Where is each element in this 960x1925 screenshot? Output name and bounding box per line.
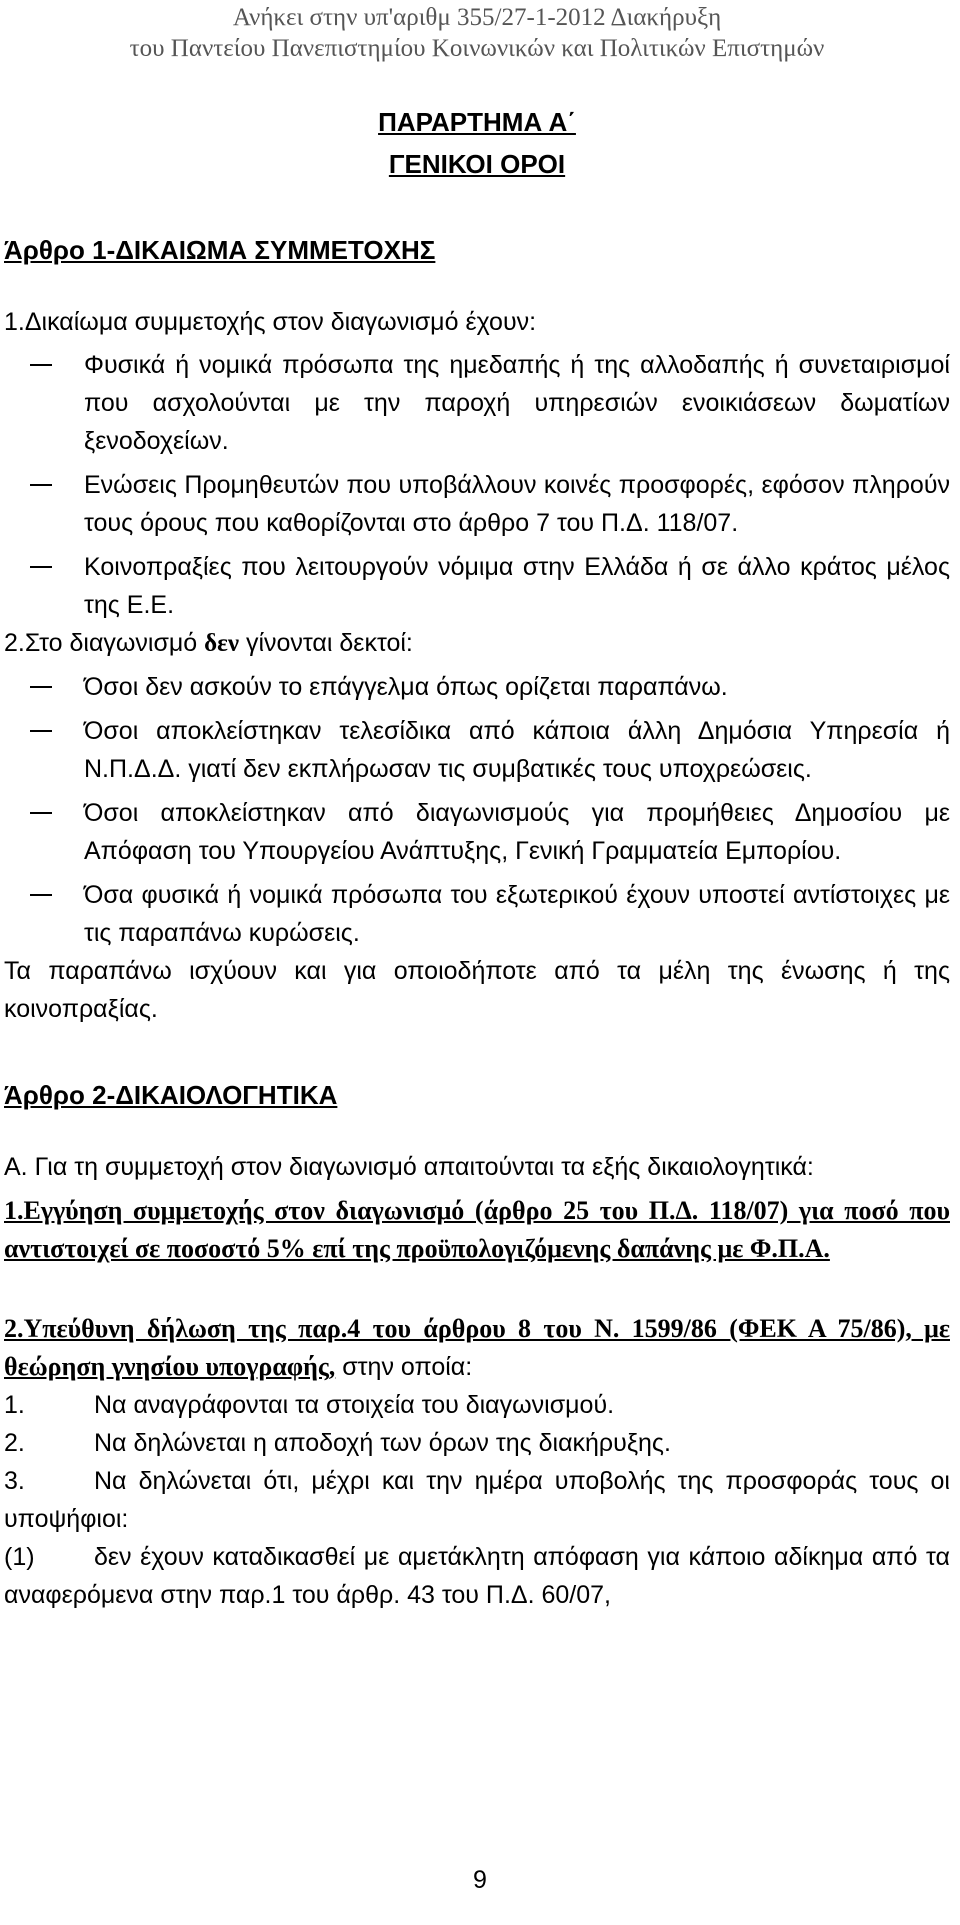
exclusion-list (4, 668, 950, 952)
dash-bullet-icon (30, 894, 52, 896)
list-item: Κοινοπραξίες που λειτουργούν νόμιμα στην Ελλάδα ή σε άλλο κράτος μέλος της Ε.Ε. (4, 548, 950, 624)
list-item: Όσα φυσικά ή νομικά πρόσωπα του εξωτερικού έχουν υποστεί αντίστοιχες με τις παραπάνω κυρώσεις. (4, 876, 950, 952)
dash-bullet-icon (30, 364, 52, 366)
declaration-list (4, 1386, 950, 1614)
list-item: 3. Να δηλώνεται ότι, μέχρι και την ημέρα υποβολής της προσφοράς τους οι υποψήφιοι: (4, 1467, 950, 1533)
article-2-item-2: 2.Υπεύθυνη δήλωση της παρ.4 του άρθρου 8 του Ν. 1599/86 (ΦΕΚ Α 75/86), με θεώρηση γνησίου υπογραφής, στην οποία: (4, 1314, 950, 1381)
appendix-subtitle: ΓΕΝΙΚΟΙ ΟΡΟΙ (388, 149, 566, 179)
list-item: 2. Να δηλώνεται η αποδοχή των όρων της διακήρυξης. (4, 1429, 671, 1457)
list-item: Όσοι αποκλείστηκαν τελεσίδικα από κάποια άλλη Δημόσια Υπηρεσία ή Ν.Π.Δ.Δ. γιατί δεν εκπλήρωσαν τις συμβατικές τους υποχρεώσεις. (4, 712, 950, 788)
list-item: (1) δεν έχουν καταδικασθεί με αμετάκλητη απόφαση για κάποιο αδίκημα από τα αναφερόμενα στην παρ.1 του άρθρ. 43 του Π.Δ. 60/07, (4, 1543, 950, 1609)
appendix-title: ΠΑΡΑΡΤΗΜΑ Α΄ (378, 107, 576, 137)
article-2-title: Άρθρο 2-ΔΙΚΑΙΟΛΟΓΗΤΙΚΑ (4, 1080, 338, 1110)
dash-bullet-icon (30, 686, 52, 688)
list-item: Ενώσεις Προμηθευτών που υποβάλλουν κοινές προσφορές, εφόσον πληρούν τους όρους που καθορίζονται στο άρθρο 7 του Π.Δ. 118/07. (4, 466, 950, 542)
list-item: Όσοι αποκλείστηκαν από διαγωνισμούς για προμήθειες Δημοσίου με Απόφαση του Υπουργείου Ανάπτυξης, Γενική Γραμματεία Εμπορίου. (4, 794, 950, 870)
article-1-section-2: 2.Στο διαγωνισμό δεν γίνονται δεκτοί: (4, 629, 413, 657)
article-1-intro: 1.Δικαίωμα συμμετοχής στον διαγωνισμό έχουν: (4, 308, 537, 336)
document-header (4, 2, 950, 64)
eligibility-list (4, 346, 950, 624)
dash-bullet-icon (30, 730, 52, 732)
article-2-intro: Α. Για τη συμμετοχή στον διαγωνισμό απαιτούνται τα εξής δικαιολογητικά: (4, 1153, 814, 1181)
dash-bullet-icon (30, 484, 52, 486)
article-1-closing: Τα παραπάνω ισχύουν και για οποιοδήποτε από τα μέλη της ένωσης ή της κοινοπραξίας. (4, 957, 950, 1023)
article-2-item-1: 1.Εγγύηση συμμετοχής στον διαγωνισμό (άρθρο 25 του Π.Δ. 118/07) για ποσό που αντιστοιχεί σε ποσοστό 5% επί της προϋπολογιζόμενης δαπάνης με Φ.Π.Α. (4, 1196, 950, 1263)
list-item: Όσοι δεν ασκούν το επάγγελμα όπως ορίζεται παραπάνω. (4, 668, 950, 706)
list-item: Φυσικά ή νομικά πρόσωπα της ημεδαπής ή της αλλοδαπής ή συνεταιρισμοί που ασχολούνται με την παροχή υπηρεσιών ενοικιάσεων δωματίων ξενοδοχείων. (4, 346, 950, 460)
emphasis-not: δεν (204, 630, 239, 657)
list-item: 1. Να αναγράφονται τα στοιχεία του διαγωνισμού. (4, 1391, 615, 1419)
dash-bullet-icon (30, 812, 52, 814)
page-number: 9 (473, 1866, 487, 1894)
article-1-title: Άρθρο 1-ΔΙΚΑΙΩΜΑ ΣΥΜΜΕΤΟΧΗΣ (4, 235, 436, 265)
dash-bullet-icon (30, 566, 52, 568)
header-line-1: Ανήκει στην υπ'αριθμ 355/27-1-2012 Διακήρυξη (232, 4, 722, 31)
header-line-2: του Παντείου Πανεπιστημίου Κοινωνικών και Πολιτικών Επιστημών (129, 35, 825, 62)
